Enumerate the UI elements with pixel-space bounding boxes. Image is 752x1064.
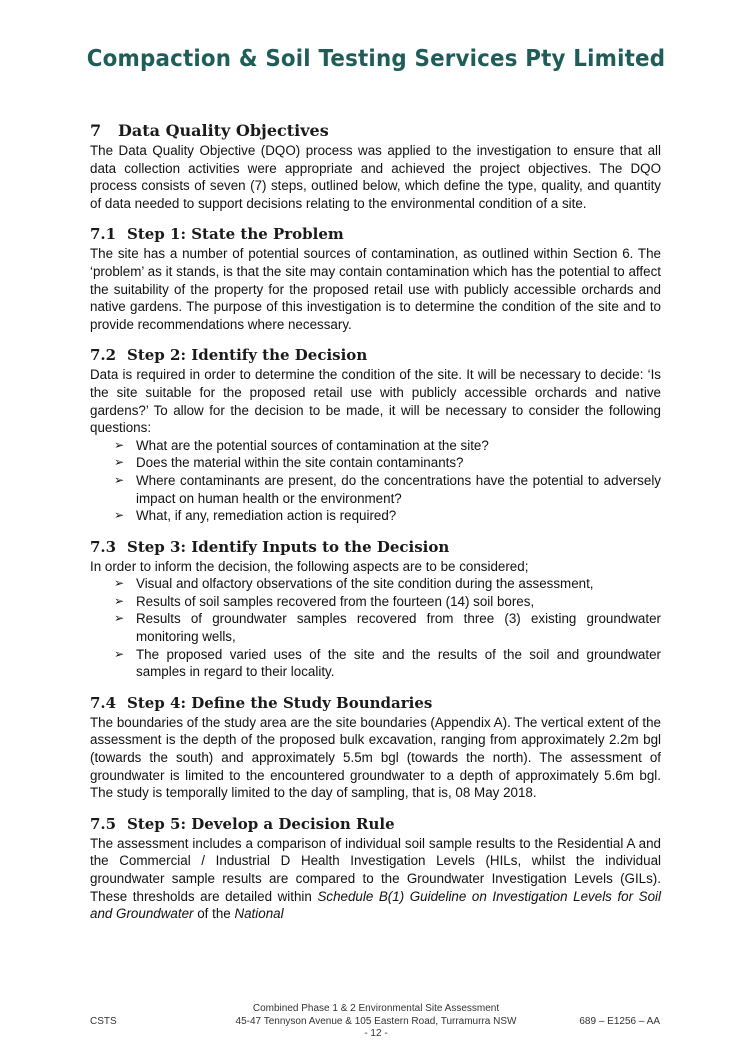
- section-title: Step 1: State the Problem: [127, 225, 344, 244]
- section-title: Data Quality Objectives: [118, 121, 329, 140]
- list-item: ➢ Results of soil samples recovered from the fourteen (14) soil bores,: [114, 593, 535, 609]
- section-heading-7-3: [90, 536, 661, 558]
- arrow-bullet-icon: ➢: [114, 646, 125, 661]
- arrow-bullet-icon: ➢: [114, 593, 125, 608]
- section-heading-7-1: [90, 223, 661, 245]
- section-7-1-paragraph: The site has a number of potential sources of contamination, as outlined within Section 6. The ‘problem’ as it stands, is that the site may contain contamination which has the potential to affect the suitability of the property for the proposed retail use with publicly accessible orchards and native gardens. The purpose of this investigation is to determine the condition of the site and to provide recommendations where necessary.: [90, 246, 661, 332]
- footer-report-number: 689 – E1256 – AA: [579, 1015, 660, 1027]
- section-number: 7.4: [90, 693, 117, 712]
- arrow-bullet-icon: ➢: [114, 576, 125, 591]
- page-footer: [0, 1003, 752, 1041]
- section-number: 7.2: [90, 346, 117, 365]
- section-title: Step 3: Identify Inputs to the Decision: [127, 537, 450, 556]
- section-7-2-paragraph: Data is required in order to determine the condition of the site. It will be necessary to decide: ‘Is the site suitable for the proposed retail use with publicly accessible orchards and native gardens?’ To allow for the decision to be made, it will be necessary to consider the following questions:: [90, 367, 661, 436]
- section-heading-7-5: [90, 813, 661, 835]
- section-number: 7.3: [90, 537, 117, 556]
- arrow-bullet-icon: ➢: [114, 611, 125, 626]
- footer-site-address: 45-47 Tennyson Avenue & 105 Eastern Road, Turramurra NSW: [235, 1015, 517, 1027]
- section-heading-7-4: [90, 692, 661, 714]
- section-number: 7: [90, 121, 102, 140]
- list-item: ➢ Where contaminants are present, do the concentrations have the potential to adversely impact on human health or the environment?: [114, 472, 661, 506]
- list-item: ➢ Does the material within the site contain contaminants?: [114, 455, 464, 471]
- guideline-title: Schedule B(1) Guideline on Investigation Levels for Soil and Groundwater: [90, 888, 661, 922]
- list-item: ➢ What are the potential sources of contamination at the site?: [114, 437, 489, 453]
- list-item: ➢ Results of groundwater samples recovered from three (3) existing groundwater monitoring wells,: [114, 611, 661, 645]
- section-7-5-paragraph: The assessment includes a comparison of individual soil sample results to the Residential A and the Commercial / Industrial D Health Investigation Levels (HILs, whilst the individual groundwater sample results are compared to the Groundwater Investigation Levels (GILs). These thresholds are detailed within Schedule B(1) Guideline on Investigation Levels for Soil and Groundwater of the National: [90, 835, 661, 922]
- arrow-bullet-icon: ➢: [114, 508, 125, 523]
- arrow-bullet-icon: ➢: [114, 472, 125, 487]
- section-title: Step 2: Identify the Decision: [127, 346, 368, 365]
- section-heading-7-2: [90, 344, 661, 366]
- section-number: 7.5: [90, 814, 117, 833]
- section-title: Step 4: Define the Study Boundaries: [127, 693, 433, 712]
- section-number: 7.1: [90, 225, 117, 244]
- section-7-3-paragraph: In order to inform the decision, the following aspects are to be considered;: [90, 558, 529, 574]
- arrow-bullet-icon: ➢: [114, 455, 125, 470]
- footer-report-title: Combined Phase 1 & 2 Environmental Site Assessment: [252, 1003, 500, 1014]
- arrow-bullet-icon: ➢: [114, 437, 125, 452]
- document-body: [90, 120, 661, 923]
- list-item: ➢ What, if any, remediation action is required?: [114, 508, 397, 524]
- company-letterhead: Compaction & Soil Testing Services Pty Limited: [86, 46, 666, 72]
- footer-company-code: CSTS: [90, 1015, 117, 1027]
- section-7-3-bullet-list: [90, 575, 661, 681]
- list-item: ➢ Visual and olfactory observations of the site condition during the assessment,: [114, 576, 594, 592]
- section-heading-7: [90, 120, 661, 142]
- section-7-paragraph: The Data Quality Objective (DQO) process was applied to the investigation to ensure that all data collection activities were appropriate and achieved the project objectives. The DQO process consists of seven (7) steps, outlined below, which define the type, quality, and quantity of data needed to support decisions relating to the environmental condition of a site.: [90, 143, 661, 211]
- page-number: - 12 -: [364, 1028, 388, 1039]
- section-7-2-bullet-list: [90, 437, 661, 525]
- list-item: ➢ The proposed varied uses of the site and the results of the soil and groundwater samples in regard to their locality.: [114, 646, 661, 680]
- section-title: Step 5: Develop a Decision Rule: [127, 814, 395, 833]
- section-7-4-paragraph: The boundaries of the study area are the site boundaries (Appendix A). The vertical extent of the assessment is the depth of the proposed bulk excavation, ranging from approximately 2.2m bgl (towards the south) and approximately 5.5m bgl (towards the north). The assessment of groundwater is limited to the encountered groundwater to a depth of approximately 5.6m bgl. The study is temporally limited to the day of sampling, that is, 08 May 2018.: [90, 714, 661, 801]
